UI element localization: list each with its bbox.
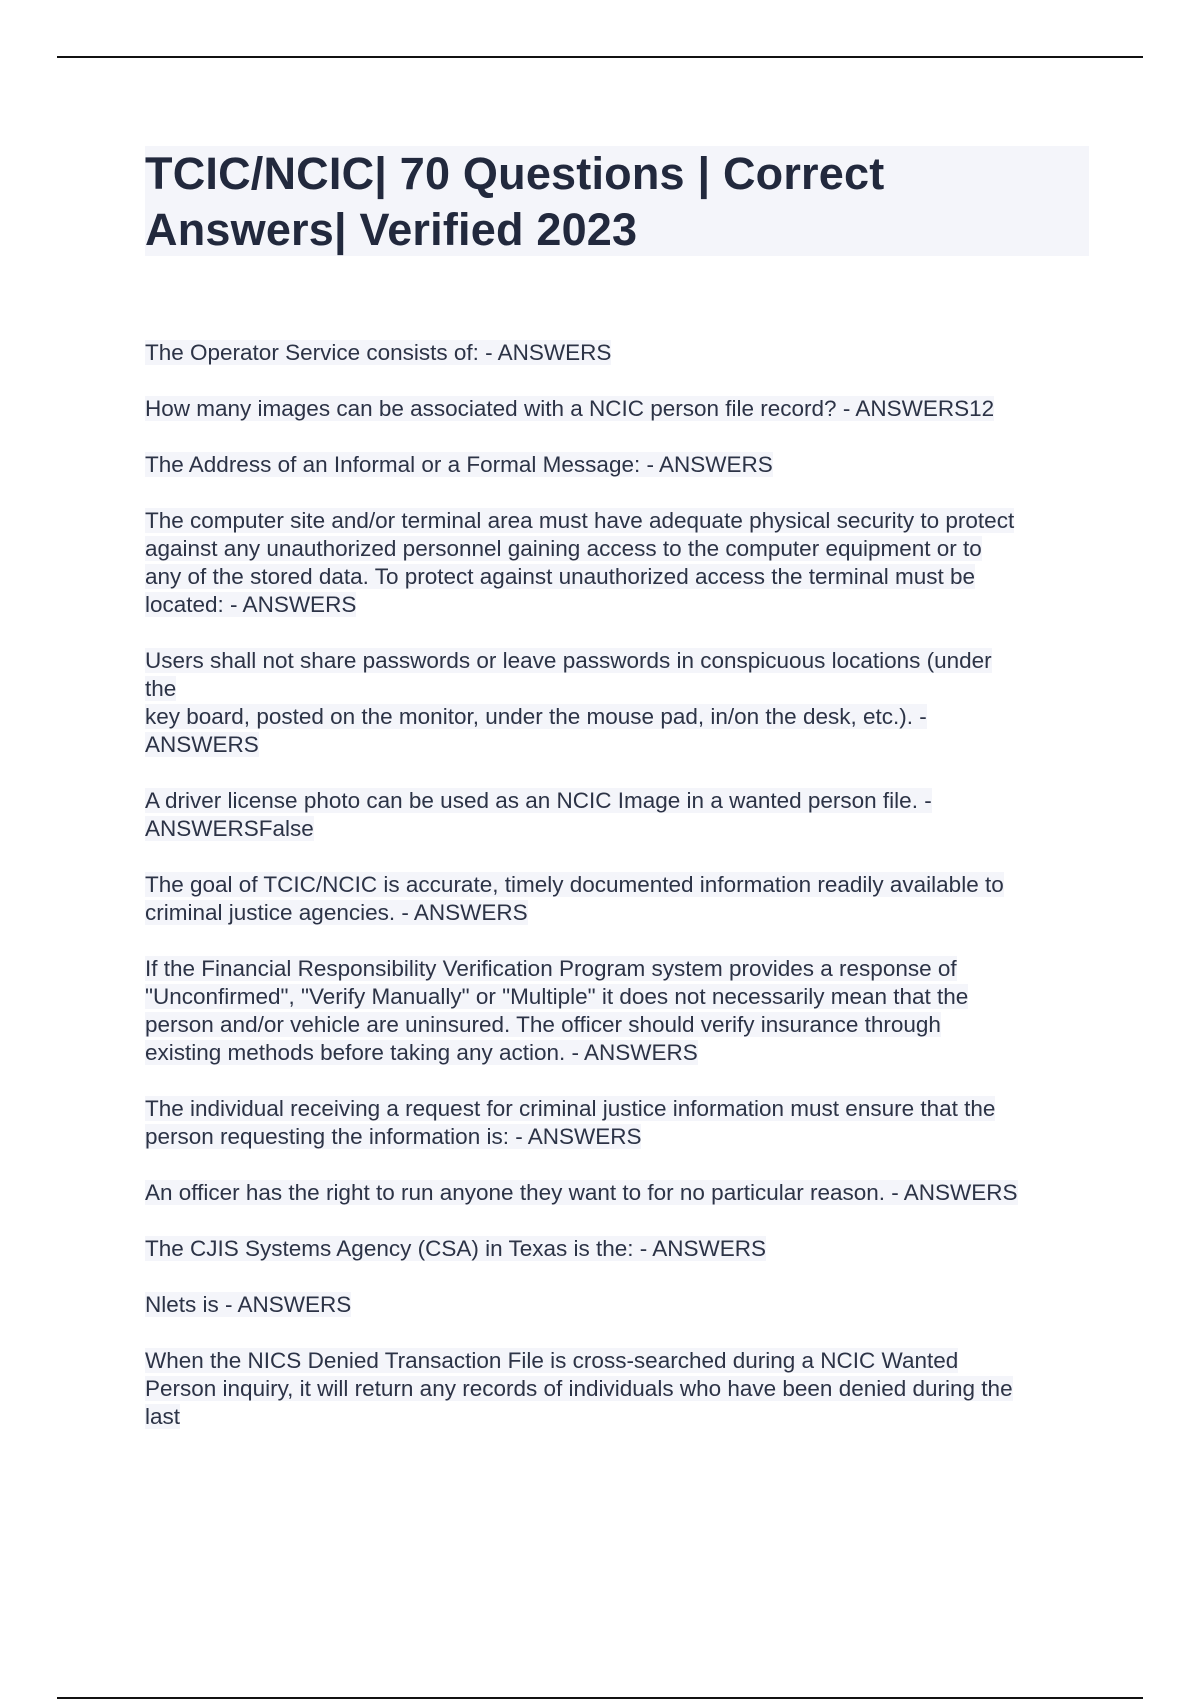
qa-text: The Operator Service consists of: - ANSWERS: [145, 340, 612, 365]
document-title: TCIC/NCIC| 70 Questions | Correct Answers| Verified 2023: [145, 148, 885, 255]
qa-item-10: [145, 1179, 1095, 1207]
qa-item-2: [145, 395, 1095, 423]
qa-item-6: [145, 787, 1095, 843]
qa-item-9: [145, 1095, 1095, 1151]
qa-text: When the NICS Denied Transaction File is cross-searched during a NCIC Wanted Person inquiry, it will return any records of individuals who have been denied during the last: [145, 1348, 1013, 1429]
qa-text: The Address of an Informal or a Formal Message: - ANSWERS: [145, 452, 773, 477]
qa-text: If the Financial Responsibility Verification Program system provides a response of "Unconfirmed", "Verify Manually" or "Multiple" it does not necessarily mean that the person and/or vehicle are uninsured. The officer should verify insurance through existing methods before taking any action. - ANSWERS: [145, 956, 969, 1065]
qa-item-5: [145, 647, 1095, 759]
title-block: [145, 146, 1089, 256]
qa-text: The individual receiving a request for criminal justice information must ensure that the person requesting the information is: - ANSWERS: [145, 1096, 996, 1149]
qa-text: How many images can be associated with a NCIC person file record? - ANSWERS12: [145, 396, 995, 421]
qa-item-13: [145, 1347, 1095, 1431]
page-header-rule: [57, 56, 1143, 58]
qa-text: Nlets is - ANSWERS: [145, 1292, 352, 1317]
qa-item-7: [145, 871, 1095, 927]
qa-text: The CJIS Systems Agency (CSA) in Texas is the: - ANSWERS: [145, 1236, 767, 1261]
qa-text: Users shall not share passwords or leave passwords in conspicuous locations (under the key board, posted on the monitor, under the mouse pad, in/on the desk, etc.). - ANSWERS: [145, 648, 992, 757]
qa-item-4: [145, 507, 1095, 619]
qa-text: The goal of TCIC/NCIC is accurate, timely documented information readily available to criminal justice agencies. - ANSWERS: [145, 872, 1004, 925]
qa-list: [145, 339, 1095, 1459]
qa-item-8: [145, 955, 1095, 1067]
qa-item-11: [145, 1235, 1095, 1263]
qa-text: A driver license photo can be used as an NCIC Image in a wanted person file. - ANSWERSFalse: [145, 788, 932, 841]
qa-item-3: [145, 451, 1095, 479]
qa-item-1: [145, 339, 1095, 367]
qa-item-12: [145, 1291, 1095, 1319]
page-footer-rule: [57, 1697, 1143, 1699]
qa-text: An officer has the right to run anyone they want to for no particular reason. - ANSWERS: [145, 1180, 1018, 1205]
qa-text: The computer site and/or terminal area must have adequate physical security to protect against any unauthorized personnel gaining access to the computer equipment or to any of the stored data. To protect against unauthorized access the terminal must be located: - ANSWERS: [145, 508, 1015, 617]
